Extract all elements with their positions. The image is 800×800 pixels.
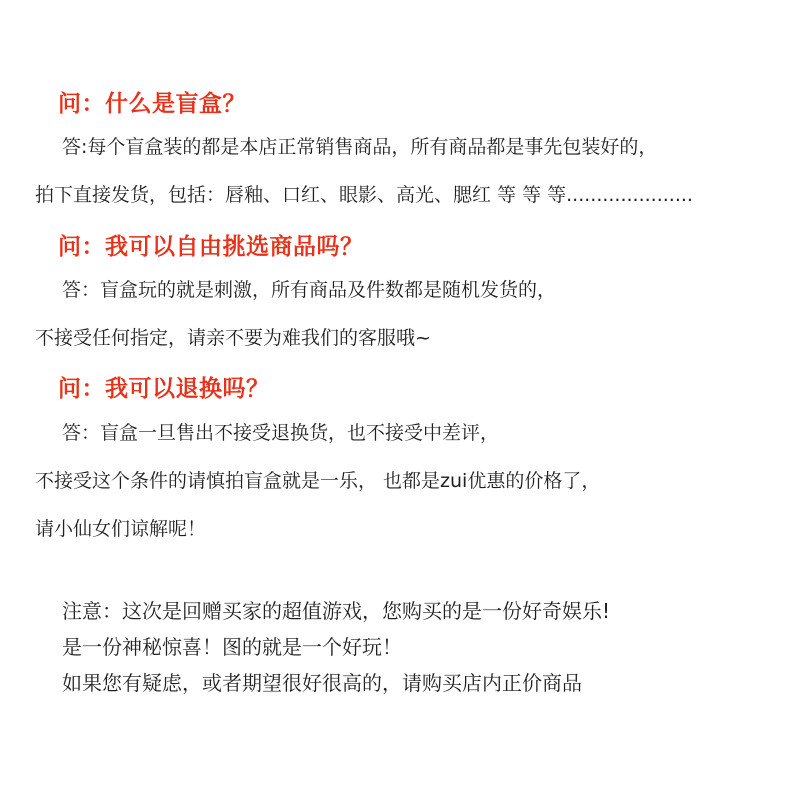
faq-3-answer-line-1: 答：盲盒一旦售出不接受退换货，也不接受中差评， <box>62 422 500 444</box>
faq-2-question: 问：我可以自由挑选商品吗？ <box>58 234 364 260</box>
faq-2-answer-line-1: 答：盲盒玩的就是刺激，所有商品及件数都是随机发货的， <box>62 279 557 301</box>
notice-line-3: 如果您有疑虑，或者期望很好很高的，请购买店内正价商品 <box>62 671 582 695</box>
notice-line-2: 是一份神秘惊喜！图的就是一个好玩！ <box>62 635 402 659</box>
notice-line-1: 注意：这次是回赠买家的超值游戏，您购买的是一份好奇娱乐! <box>62 599 611 623</box>
faq-1-answer-line-2: 拍下直接发货，包括：唇釉、口红、眼影、高光、腮红 等 等 等..................... <box>35 184 693 206</box>
faq-2-answer-line-2: 不接受任何指定，请亲不要为难我们的客服哦~ <box>35 327 431 349</box>
faq-3-answer-line-2: 不接受这个条件的请慎拍盲盒就是一乐， 也都是zui优惠的价格了， <box>35 470 601 492</box>
faq-1-question: 问：什么是盲盒？ <box>58 91 246 117</box>
faq-3-question: 问：我可以退换吗？ <box>58 376 270 402</box>
faq-3-answer-line-3: 请小仙女们谅解呢！ <box>35 518 207 540</box>
faq-1-answer-line-1: 答:每个盲盒装的都是本店正常销售商品，所有商品都是事先包装好的， <box>62 136 658 158</box>
